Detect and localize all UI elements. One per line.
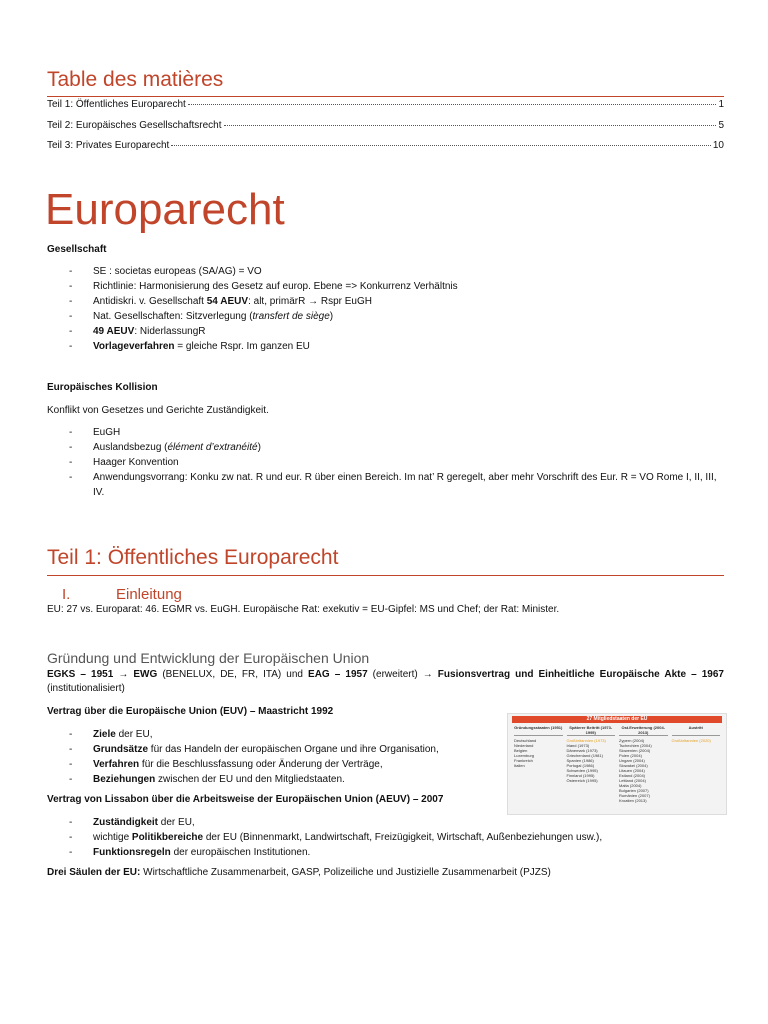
euv-item-bold: Verfahren — [93, 759, 140, 770]
member-table-column — [565, 725, 618, 803]
pillars-label: Drei Säulen der EU: — [47, 867, 141, 878]
gesellschaft-item-bold: Vorlageverfahren — [93, 341, 175, 352]
member-table-cell: Estland (2004) — [619, 773, 646, 778]
member-table-cell: Spanien (1986) — [566, 758, 594, 763]
kollision-item — [47, 455, 724, 470]
member-table-cell: Kroatien (2013) — [619, 798, 647, 803]
gesellschaft-item — [47, 279, 724, 294]
member-table-cell: Luxemburg — [514, 753, 535, 758]
toc-entry — [47, 99, 724, 110]
kollision-item — [47, 470, 724, 500]
gesellschaft-item — [47, 339, 724, 354]
member-table-cell: Schweden (1995) — [566, 768, 598, 773]
euv-item-bold: Ziele — [93, 729, 116, 740]
aeuv-item — [47, 845, 724, 860]
euv-list — [47, 727, 497, 787]
member-table-columns — [512, 725, 722, 803]
history-t2: (erweitert) — [367, 669, 423, 680]
member-table-cell: Frankreich — [514, 758, 533, 763]
kollision-item-italic: élément d’extranéité — [167, 442, 258, 453]
kollision-item — [47, 425, 724, 440]
gesellschaft-item-text: Richtlinie: Harmonisierung des Gesetz auf europ. Ebene => Konkurrenz Verhältnis — [93, 281, 458, 292]
kollision-heading: Europäisches Kollision — [47, 382, 158, 393]
member-table-cell: Italien — [514, 763, 525, 768]
gesellschaft-item-italic: transfert de siège — [252, 311, 330, 322]
member-table-cell: Polen (2004) — [619, 753, 642, 758]
aeuv-heading: Vertrag von Lissabon über die Arbeitsweise der Europäischen Union (AEUV) – 2007 — [47, 794, 444, 805]
member-table-cell: Portugal (1986) — [566, 763, 595, 768]
toc-entry-page: 10 — [712, 140, 724, 151]
member-table-cell: Deutschland — [514, 738, 537, 743]
euv-item — [47, 772, 497, 787]
gesellschaft-item — [47, 309, 724, 324]
gesellschaft-list — [47, 264, 724, 354]
member-table-cell: Irland (1973) — [566, 743, 590, 748]
section-title: Einleitung — [116, 586, 182, 603]
toc-entry — [47, 120, 724, 131]
member-table-column — [670, 725, 723, 803]
member-table-cell: Malta (2004) — [619, 783, 642, 788]
member-table-cell: Dänemark (1973) — [566, 748, 598, 753]
gesellschaft-item-text: : alt, primärR → Rspr EuGH — [248, 296, 372, 307]
member-table-cell: Lettland (2004) — [619, 778, 646, 783]
history-b2: EAG – 1957 — [308, 669, 368, 680]
kollision-item — [47, 440, 724, 455]
aeuv-item-bold: Funktionsregeln — [93, 847, 171, 858]
history-t3: (institutionalisiert) — [47, 683, 125, 694]
teil1-rule — [47, 575, 724, 576]
member-table-cell: Österreich (1995) — [566, 778, 598, 783]
kollision-list — [47, 425, 724, 500]
kollision-item-text: EuGH — [93, 427, 121, 438]
kollision-item-text: Haager Konvention — [93, 457, 179, 468]
euv-heading: Vertrag über die Europäische Union (EUV) – Maastricht 1992 — [47, 706, 334, 717]
gesellschaft-item-text: SE : societas europeas (SA/AG) = VO — [93, 266, 262, 277]
gesellschaft-item-bold: 54 AEUV — [206, 296, 249, 307]
gesellschaft-item-text: Nat. Gesellschaften: Sitzverlegung ( — [93, 311, 253, 322]
member-table-column-head: Ost.Erweiterung (2004-2013) — [619, 725, 668, 736]
euv-item — [47, 757, 497, 772]
aeuv-item-text: der EU (Binnenmarkt, Landwirtschaft, Freizügigkeit, Wirtschaft, Außenbeziehungen usw.), — [203, 832, 603, 843]
member-table-title: 27 Mitgliedstaaten der EU — [512, 716, 722, 723]
member-table-cell: Bulgarien (2007) — [619, 788, 649, 793]
member-table-column — [617, 725, 670, 803]
toc-leader-dots — [224, 125, 717, 126]
member-table-cell: Slowenien (2004) — [619, 748, 651, 753]
toc-title: Table des matières — [47, 68, 224, 91]
euv-item-text: für das Handeln der europäischen Organe und ihre Organisation, — [148, 744, 439, 755]
gesellschaft-item-text: = gleiche Rspr. Im ganzen EU — [174, 341, 310, 352]
gesellschaft-heading: Gesellschaft — [47, 244, 107, 255]
member-table-column-head: Späterer Beitritt (1973-1995) — [567, 725, 616, 736]
gesellschaft-item-text: : NiderlassungR — [134, 326, 206, 337]
toc-title-rule — [47, 96, 724, 97]
member-table-cell: Belgien — [514, 748, 528, 753]
member-table-cell: Großbritannien (1973) — [566, 738, 606, 743]
euv-item — [47, 742, 497, 757]
euv-item-text: für die Beschlussfassung oder Änderung der Verträge, — [139, 759, 383, 770]
member-table-column — [512, 725, 565, 803]
member-table-cell: Slowakei (2004) — [619, 763, 648, 768]
aeuv-item — [47, 830, 724, 845]
euv-item-bold: Grundsätze — [93, 744, 149, 755]
member-table-column-head: Austritt — [672, 725, 721, 736]
teil1-intro: EU: 27 vs. Europarat: 46. EGMR vs. EuGH. Europäische Rat: exekutiv = EU-Gipfel: MS und Chef; der Rat: Minister. — [47, 604, 560, 615]
member-table-cell: Ungarn (2004) — [619, 758, 645, 763]
member-table-cell: Großbritannien (2020) — [671, 738, 711, 743]
document-title: Europarecht — [45, 185, 285, 234]
euv-item-text: der EU, — [115, 729, 153, 740]
member-table-column-head: Gründungsstaaten (1951) — [514, 725, 563, 736]
gesellschaft-item — [47, 324, 724, 339]
section-number: I. — [62, 586, 71, 603]
member-table-cell: Litauen (2004) — [619, 768, 645, 773]
euv-item-bold: Beziehungen — [93, 774, 156, 785]
kollision-intro: Konflikt von Gesetzes und Gerichte Zuständigkeit. — [47, 405, 269, 416]
kollision-item-text: ) — [257, 442, 261, 453]
aeuv-item-text: der EU, — [158, 817, 195, 828]
aeuv-list — [47, 815, 724, 860]
aeuv-item-bold: Politikbereiche — [131, 832, 204, 843]
toc-leader-dots — [188, 104, 717, 105]
aeuv-item-text: wichtige — [93, 832, 132, 843]
member-table-cell: Rumänien (2007) — [619, 793, 650, 798]
gruendung-heading: Gründung und Entwicklung der Europäischen Union — [47, 650, 370, 666]
euv-item-text: zwischen der EU und den Mitgliedstaaten. — [155, 774, 345, 785]
gesellschaft-item — [47, 294, 724, 309]
history-paragraph — [47, 668, 724, 696]
member-table-cell: Niederland — [514, 743, 534, 748]
euv-item — [47, 727, 497, 742]
member-table-cell: Finnland (1995) — [566, 773, 595, 778]
member-states-table — [507, 713, 727, 815]
aeuv-item-text: der europäischen Institutionen. — [170, 847, 311, 858]
aeuv-item — [47, 815, 724, 830]
member-table-cell: Tschechien (2004) — [619, 743, 652, 748]
gesellschaft-item-text: ) — [329, 311, 334, 322]
toc-entry-page: 1 — [718, 99, 724, 110]
pillars-line — [47, 866, 724, 880]
history-t1: (BENELUX, DE, FR, ITA) und — [157, 669, 309, 680]
toc-leader-dots — [171, 145, 711, 146]
toc-entry-label: Teil 3: Privates Europarecht — [47, 140, 170, 151]
gesellschaft-item-text: Antidiskri. v. Gesellschaft — [93, 296, 207, 307]
history-b1: EGKS – 1951 → EWG — [47, 669, 158, 680]
kollision-item-text: Anwendungsvorrang: Konku zw nat. R und eur. R über einen Bereich. Im nat’ R geregelt, aber mehr Vorschrift des Eur. R = VO Rome I, II, III, IV. — [93, 472, 717, 498]
pillars-text: Wirtschaftliche Zusammenarbeit, GASP, Polizeiliche und Justizielle Zusammenarbeit (PJZS) — [140, 867, 551, 878]
toc-entry-page: 5 — [718, 120, 724, 131]
history-b3: → Fusionsvertrag und Einheitliche Europäische Akte – 1967 — [422, 669, 724, 680]
member-table-cell: Griechenland (1981) — [566, 753, 603, 758]
member-table-cell: Zypern (2004) — [619, 738, 645, 743]
toc-entry-label: Teil 1: Öffentliches Europarecht — [47, 99, 186, 110]
kollision-item-text: Auslandsbezug ( — [93, 442, 168, 453]
toc-entry-label: Teil 2: Europäisches Gesellschaftsrecht — [47, 120, 222, 131]
teil1-heading: Teil 1: Öffentliches Europarecht — [47, 546, 339, 569]
gesellschaft-item-bold: 49 AEUV — [93, 326, 135, 337]
gesellschaft-item — [47, 264, 724, 279]
toc-entry — [47, 140, 724, 151]
aeuv-item-bold: Zuständigkeit — [93, 817, 159, 828]
